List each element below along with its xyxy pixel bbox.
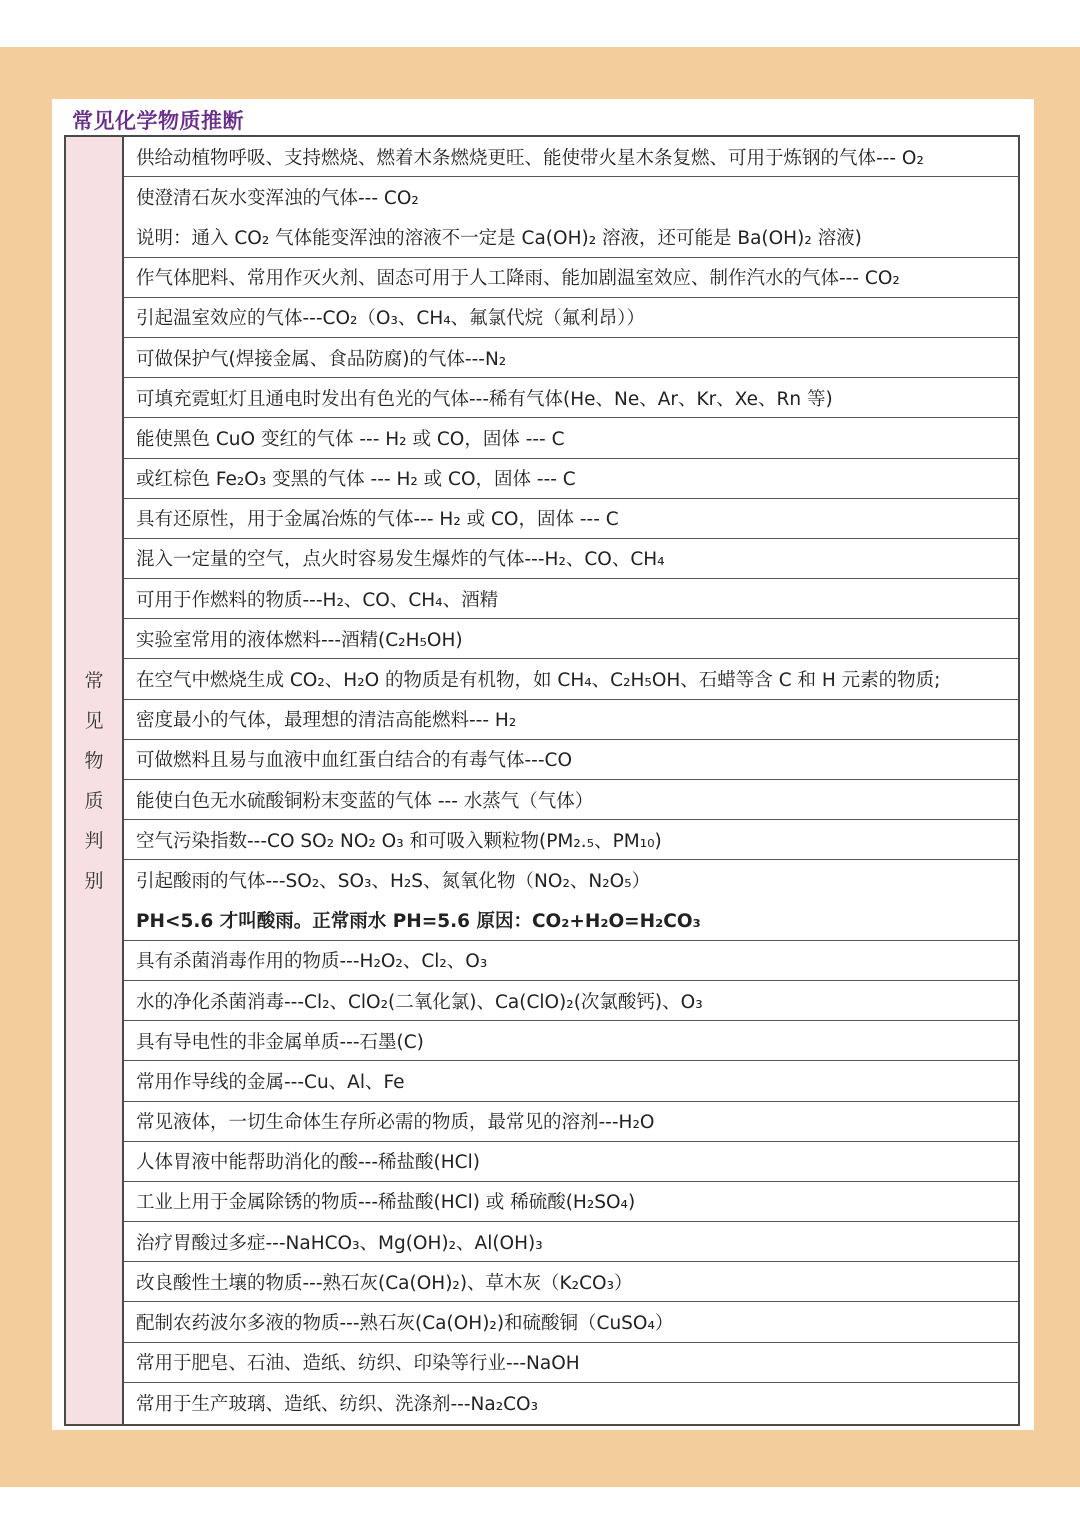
table-rows (124, 137, 1018, 1424)
table-row: 引起酸雨的气体---SO₂、SO₃、H₂S、氮氧化物（NO₂、N₂O₅） (136, 871, 651, 893)
table-row: 水的净化杀菌消毒---Cl₂、ClO₂(二氧化氯)、Ca(ClO)₂(次氯酸钙)、O₃ (124, 981, 1018, 1021)
table-row: 常用于肥皂、石油、造纸、纺织、印染等行业---NaOH (124, 1343, 1018, 1383)
page-background (0, 47, 1080, 1487)
table-row: 常用作导线的金属---Cu、Al、Fe (124, 1061, 1018, 1101)
table-row: 治疗胃酸过多症---NaHCO₃、Mg(OH)₂、Al(OH)₃ (124, 1222, 1018, 1262)
table-row: 使澄清石灰水变浑浊的气体--- CO₂ (136, 188, 419, 210)
table-row: 实验室常用的液体燃料---酒精(C₂H₅OH) (124, 619, 1018, 659)
table-row: 人体胃液中能帮助消化的酸---稀盐酸(HCl) (124, 1142, 1018, 1182)
table-row: 工业上用于金属除锈的物质---稀盐酸(HCl) 或 稀硫酸(H₂SO₄) (124, 1182, 1018, 1222)
table-row: 在空气中燃烧生成 CO₂、H₂O 的物质是有机物，如 CH₄、C₂H₅OH、石蜡等含 C 和 H 元素的物质; (124, 659, 1018, 699)
table-row: 密度最小的气体，最理想的清洁高能燃料--- H₂ (124, 700, 1018, 740)
category-char: 物 (84, 749, 104, 772)
table-row: PH<5.6 才叫酸雨。正常雨水 PH=5.6 原因：CO₂+H₂O=H₂CO₃ (124, 901, 1018, 941)
table-row: 可做保护气(焊接金属、食品防腐)的气体---N₂ (124, 338, 1018, 378)
table-row: 改良酸性土壤的物质---熟石灰(Ca(OH)₂)、草木灰（K₂CO₃） (124, 1262, 1018, 1302)
page-title: 常见化学物质推断 (72, 109, 244, 133)
table-row: 具有导电性的非金属单质---石墨(C) (124, 1021, 1018, 1061)
table-row: 能使白色无水硫酸铜粉末变蓝的气体 --- 水蒸气（气体） (124, 780, 1018, 820)
table-row: 能使黑色 CuO 变红的气体 --- H₂ 或 CO，固体 --- C (124, 418, 1018, 458)
table-row: 具有还原性，用于金属冶炼的气体--- H₂ 或 CO，固体 --- C (124, 499, 1018, 539)
table-row: 配制农药波尔多液的物质---熟石灰(Ca(OH)₂)和硫酸铜（CuSO₄） (124, 1302, 1018, 1342)
category-char: 常 (84, 669, 104, 692)
document-sheet (52, 99, 1034, 1430)
table-row: 或红棕色 Fe₂O₃ 变黑的气体 --- H₂ 或 CO，固体 --- C (124, 459, 1018, 499)
table-row: 供给动植物呼吸、支持燃烧、燃着木条燃烧更旺、能使带火星木条复燃、可用于炼钢的气体--- O₂ (124, 137, 1018, 177)
table-row: 混入一定量的空气，点火时容易发生爆炸的气体---H₂、CO、CH₄ (124, 539, 1018, 579)
category-char: 别 (84, 869, 104, 892)
table-row: 空气污染指数---CO SO₂ NO₂ O₃ 和可吸入颗粒物(PM₂.₅、PM₁₀) (124, 820, 1018, 860)
table-row: 作气体肥料、常用作灭火剂、固态可用于人工降雨、能加剧温室效应、制作汽水的气体--- CO₂ (124, 258, 1018, 298)
category-char: 质 (84, 789, 104, 812)
table-row: 可用于作燃料的物质---H₂、CO、CH₄、酒精 (124, 579, 1018, 619)
substance-table (64, 135, 1020, 1426)
category-label (66, 137, 124, 1424)
table-row: 具有杀菌消毒作用的物质---H₂O₂、Cl₂、O₃ (124, 941, 1018, 981)
category-char: 判 (84, 829, 104, 852)
table-row: 可做燃料且易与血液中血红蛋白结合的有毒气体---CO (124, 740, 1018, 780)
table-row: 说明：通入 CO₂ 气体能变浑浊的溶液不一定是 Ca(OH)₂ 溶液，还可能是 Ba(OH)₂ 溶液) (124, 217, 1018, 257)
table-row: 引起温室效应的气体---CO₂（O₃、CH₄、氟氯代烷（氟利昂）） (124, 298, 1018, 338)
table-row: 常用于生产玻璃、造纸、纺织、洗涤剂---Na₂CO₃ (136, 1393, 539, 1415)
table-row: 可填充霓虹灯且通电时发出有色光的气体---稀有气体(He、Ne、Ar、Kr、Xe、Rn 等) (124, 378, 1018, 418)
category-char: 见 (84, 709, 104, 732)
table-row: 常见液体，一切生命体生存所必需的物质，最常见的溶剂---H₂O (124, 1102, 1018, 1142)
